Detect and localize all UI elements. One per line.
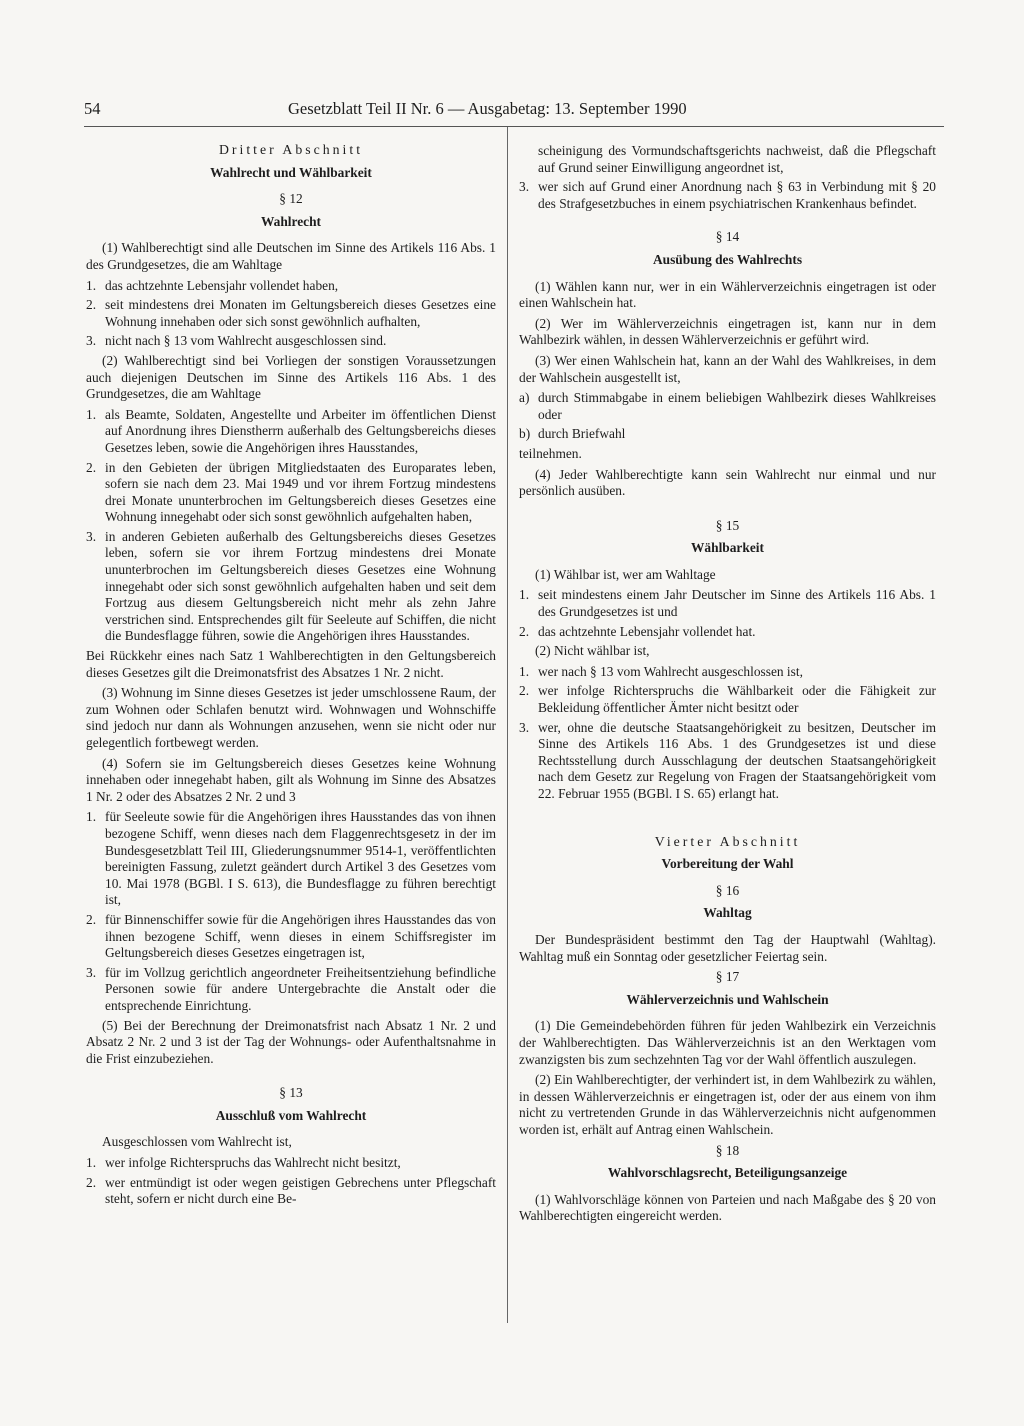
page-number: 54	[84, 99, 101, 118]
list-item-text: durch Stimmabgabe in einem beliebigen Wahlbezirk dieses Wahlkreises oder	[538, 390, 936, 422]
list-item-label: 1.	[519, 663, 530, 679]
list-item	[519, 587, 936, 620]
list-item-text: das achtzehnte Lebensjahr vollendet haben,	[105, 277, 339, 293]
list-item	[86, 965, 496, 1015]
list-item-label: 2.	[86, 911, 97, 927]
list-item-label: 3.	[86, 333, 97, 349]
list-item-text: wer infolge Richterspruchs die Wählbarkeit oder die Fähigkeit zur Bekleidung öffentlicher Ämter nicht besitzt oder	[538, 683, 936, 716]
list-item-label: 1.	[86, 809, 97, 825]
p17-abs1: (1) Die Gemeindebehörden führen für jeden Wahlbezirk ein Verzeichnis der Wahlberechtigten. Das Wählerverzeichnis ist an den Werktagen vom zwanzigsten bis zum sechzehnten Tag vor der Wahl öffentlich auszulegen.	[519, 1018, 936, 1067]
p14-abs4: (4) Jeder Wahlberechtigte kann sein Wahlrecht nur einmal und nur persönlich ausüben.	[519, 466, 936, 499]
list-item-label: 1.	[519, 587, 530, 603]
section-4-title: Vierter Abschnitt	[654, 833, 801, 849]
list-item-text: als Beamte, Soldaten, Angestellte und Arbeiter im öffentlichen Dienst auf Anordnung ihres Dienstherrn außerhalb des Geltungsbereichs dieses Gesetzes leben, sowie die Angehörigen ihres Hausstandes,	[105, 406, 496, 455]
paragraph-14-title: Ausübung des Wahlrechts	[652, 251, 803, 267]
list-item	[86, 809, 496, 909]
paragraph-13-title: Ausschluß vom Wahlrecht	[215, 1107, 367, 1123]
paragraph-18-number: § 18	[715, 1142, 740, 1158]
list-item-label: 2.	[519, 623, 530, 639]
spacer	[519, 504, 936, 518]
list-item-label: 3.	[519, 719, 530, 735]
paragraph-12-title: Wahlrecht	[260, 213, 321, 229]
p16-text: Der Bundespräsident bestimmt den Tag der Hauptwahl (Wahltag). Wahltag muß ein Sonntag oder gesetzlicher Feiertag sein.	[519, 931, 936, 964]
list-item-label: 2.	[86, 1174, 97, 1190]
p15-abs1-intro: (1) Wählbar ist, wer am Wahltage	[535, 566, 716, 582]
p17-abs2: (2) Ein Wahlberechtigter, der verhindert ist, in dem Wahlbezirk zu wählen, in dessen Wählerverzeichnis er eingetragen ist, oder der aus einem von ihm nicht zu vertretenden Grunde in das Wählerverzeichnis nicht aufgenommen worden ist, erhält auf Antrag einen Wahlschein.	[519, 1072, 936, 1137]
p14-abs1: (1) Wählen kann nur, wer in ein Wählerverzeichnis eingetragen ist oder einen Wahlschein hat.	[519, 278, 936, 311]
list-item-text: in anderen Gebieten außerhalb des Geltungsbereichs dieses Gesetzes leben, sofern sie vor ihrem Fortzug mindestens drei Monate ununterbrochen im Geltungsbereich dieses Gesetzes eine Wohnung innegehabt oder sich sonst gewöhnlich aufgehalten haben und seit dem Fortzug aus diesem Geltungsbereich nicht mehr als zehn Jahre verstrichen sind. Entsprechendes gilt für Seeleute auf Schiffen, die nicht die Bundesflagge führen, sowie die Angehörigen ihres Hausstandes.	[105, 528, 496, 644]
list-item	[86, 333, 496, 350]
paragraph-15-title: Wählbarkeit	[691, 540, 764, 556]
paragraph-16-number: § 16	[715, 882, 740, 898]
paragraph-12-number: § 12	[279, 191, 303, 207]
p14-abs3-tail: teilnehmen.	[519, 445, 582, 461]
list-item	[86, 912, 496, 962]
paragraph-17-title: Wählerverzeichnis und Wahlschein	[626, 991, 829, 1007]
p12-abs1-intro: (1) Wahlberechtigt sind alle Deutschen im Sinne des Artikels 116 Abs. 1 des Grundgesetzes, die am Wahltage	[86, 240, 496, 272]
paragraph-14-number: § 14	[715, 229, 740, 245]
column-divider	[507, 127, 508, 1323]
p12-abs2-tail: Bei Rückkehr eines nach Satz 1 Wahlberechtigten in den Geltungsbereich dieses Gesetzes gilt die Dreimonatsfrist des Absatzes 1 Nr. 2 nicht.	[86, 648, 496, 680]
p12-abs2-intro: (2) Wahlberechtigt sind bei Vorliegen der sonstigen Voraussetzungen auch diejenigen Deutschen im Sinne des Artikels 116 Abs. 1 des Grundgesetzes, die am Wahltage	[86, 352, 496, 402]
paragraph-15-number: § 15	[715, 517, 740, 533]
list-item	[86, 460, 496, 526]
list-item-label: 2.	[519, 683, 530, 699]
p15-abs2-intro: (2) Nicht wählbar ist,	[535, 643, 650, 659]
list-item	[86, 297, 496, 330]
list-item-text: wer, ohne die deutsche Staatsangehörigkeit zu besitzen, Deutscher im Sinne des Artikels 116 Abs. 1 des Grundgesetzes ist und diese Rechtsstellung durch Ausschlagung der deutschen Staatsangehörigkeit nach dem Gesetz zur Regelung von Fragen der Staatsangehörigkeit vom 22. Februar 1955 (BGBl. I S. 65) erlangt hat.	[538, 719, 936, 801]
list-item-text: für Binnenschiffer sowie für die Angehörigen ihres Hausstandes das von ihnen bezogene Schiff, wenn dieses in einem Schiffsregister im Geltungsbereich dieses Gesetzes eingetragen ist,	[105, 911, 496, 961]
page-header	[84, 99, 724, 123]
list-item-label: 3.	[519, 179, 530, 195]
list-item	[86, 407, 496, 457]
list-item-text: durch Briefwahl	[538, 426, 626, 442]
list-item-text: wer infolge Richterspruchs das Wahlrecht nicht besitzt,	[105, 1155, 401, 1171]
paragraph-16-title: Wahltag	[703, 905, 752, 921]
header-rule	[84, 126, 944, 127]
p13-intro: Ausgeschlossen vom Wahlrecht ist,	[102, 1134, 292, 1150]
list-item	[519, 683, 936, 716]
spacer	[86, 1071, 496, 1085]
list-item-label: a)	[519, 390, 530, 406]
list-item-label: 1.	[86, 1155, 97, 1171]
right-column	[519, 143, 936, 1229]
list-item	[86, 278, 496, 295]
list-item-continuation	[519, 143, 936, 176]
list-item-text: nicht nach § 13 vom Wahlrecht ausgeschlossen sind.	[105, 333, 387, 349]
list-item-text: wer entmündigt ist oder wegen geistigen Gebrechens unter Pflegschaft steht, sofern er nicht durch eine Be-	[105, 1174, 496, 1207]
list-item-label: 1.	[86, 406, 97, 422]
list-item	[519, 426, 936, 443]
p14-abs3-intro: (3) Wer einen Wahlschein hat, kann an der Wahl des Wahlkreises, in dem der Wahlschein ausgestellt ist,	[519, 352, 936, 385]
paragraph-18-title: Wahlvorschlagsrecht, Beteiligungsanzeige	[607, 1165, 848, 1181]
list-item-text: für im Vollzug gerichtlich angeordneter Freiheitsentziehung befindliche Personen sowie für andere Untergebrachte die Anstalt oder die entsprechende Einrichtung.	[105, 964, 496, 1013]
list-item-label: 3.	[86, 528, 97, 544]
p14-abs2: (2) Wer im Wählerverzeichnis eingetragen ist, kann nur in dem Wahlbezirk wählen, in dessen Wählerverzeichnis er geführt wird.	[519, 315, 936, 348]
list-item-indent	[519, 143, 538, 176]
list-item	[519, 664, 936, 681]
list-item-label: 3.	[86, 964, 97, 980]
spacer	[519, 215, 936, 229]
list-item	[86, 1175, 496, 1208]
spacer	[519, 806, 936, 832]
list-item	[86, 529, 496, 645]
list-item-text: seit mindestens drei Monaten im Geltungsbereich dieses Gesetzes eine Wohnung innehaben oder sich sonst gewöhnlich aufhalten,	[105, 297, 496, 329]
p12-abs3: (3) Wohnung im Sinne dieses Gesetzes ist jeder umschlossene Raum, der zum Wohnen oder Schlafen benutzt wird. Wohnwagen und Wohnschiffe sind jedoch nur dann als Wohnungen anzusehen, wenn sie nicht oder nur gelegentlich fortbewegt werden.	[86, 685, 496, 750]
list-item-text: seit mindestens einem Jahr Deutscher im Sinne des Artikels 116 Abs. 1 des Grundgesetzes ist und	[538, 587, 936, 620]
publication-title: Gesetzblatt Teil II Nr. 6 — Ausgabetag: 13. September 1990	[288, 99, 687, 118]
section-3-subtitle: Wahlrecht und Wählbarkeit	[210, 164, 372, 180]
p12-abs5: (5) Bei der Berechnung der Dreimonatsfrist nach Absatz 1 Nr. 2 und Absatz 2 Nr. 2 und 3 ist der Tag der Wohnungs- oder Aufenthaltsnahme in die Frist einzubeziehen.	[86, 1017, 496, 1066]
list-item-label: b)	[519, 426, 531, 442]
list-item	[519, 179, 936, 212]
section-4-subtitle: Vorbereitung der Wahl	[661, 856, 794, 872]
paragraph-17-number: § 17	[715, 969, 740, 985]
list-item-text: in den Gebieten der übrigen Mitgliedstaaten des Europarates leben, sofern sie nach dem 23. Mai 1949 und vor ihrem Fortzug mindestens drei Monate ununterbrochen im Geltungsbereich dieses Gesetzes eine Wohnung innegehabt oder sich sonst gewöhnlich aufgehalten haben,	[105, 459, 496, 525]
paragraph-13-number: § 13	[279, 1085, 303, 1101]
list-item-label: 2.	[86, 297, 97, 313]
list-item-text: scheinigung des Vormundschaftsgerichts nachweist, daß die Pflegschaft auf Grund seiner Einwilligung angeordnet ist,	[538, 143, 936, 175]
list-item-label: 1.	[86, 277, 97, 293]
list-item-text: für Seeleute sowie für die Angehörigen ihres Hausstandes das von ihnen bezogene Schiff, wenn dieses nach dem Flaggenrechtsgesetz in der im Bundesgesetzblatt Teil III, Gliederungsnummer 9514-1, veröffentlichten bereinigten Fassung, zuletzt geändert durch Artikel 3 des Gesetzes vom 10. Mai 1978 (BGBl. I S. 613), die Bundesflagge zu führen berechtigt ist,	[105, 809, 496, 908]
p18-abs1: (1) Wahlvorschläge können von Parteien und nach Maßgabe des § 20 von Wahlberechtigten eingereicht werden.	[519, 1191, 936, 1224]
list-item	[519, 390, 936, 423]
p12-abs4-intro: (4) Sofern sie im Geltungsbereich dieses Gesetzes keine Wohnung innehaben oder innegehabt haben, gilt als Wohnung im Sinne des Absatzes 1 Nr. 2 oder des Absatzes 2 Nr. 2 und 3	[86, 755, 496, 804]
list-item-text: das achtzehnte Lebensjahr vollendet hat.	[538, 623, 756, 639]
list-item-text: wer nach § 13 vom Wahlrecht ausgeschlossen ist,	[538, 663, 803, 679]
list-item	[519, 624, 936, 641]
list-item	[519, 720, 936, 803]
list-item	[86, 1155, 496, 1172]
left-column	[86, 140, 496, 1211]
list-item-label: 2.	[86, 459, 97, 475]
section-3-title: Dritter Abschnitt	[218, 142, 364, 157]
list-item-text: wer sich auf Grund einer Anordnung nach § 63 in Verbindung mit § 20 des Strafgesetzbuches in einem psychiatrischen Krankenhaus befindet.	[538, 179, 936, 211]
